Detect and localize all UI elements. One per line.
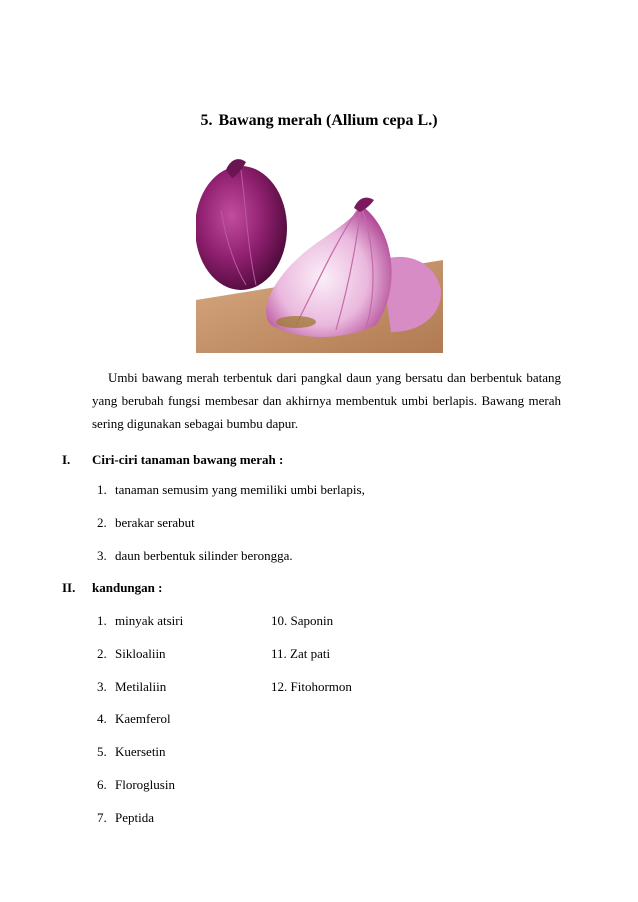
list-item: 11. Zat pati	[271, 646, 331, 661]
page-title	[0, 112, 638, 130]
list-item: 1. minyak atsiri	[97, 613, 184, 628]
list-item: 1. tanaman semusim yang memiliki umbi berlapis,	[97, 482, 365, 497]
list-item: 5. Kuersetin	[97, 744, 166, 759]
onion-photo	[196, 150, 443, 353]
list-item: 3. daun berbentuk silinder berongga.	[97, 548, 293, 563]
list-item: 10. Saponin	[271, 613, 334, 628]
list-item: 12. Fitohormon	[271, 679, 352, 694]
list-item: 2. berakar serabut	[97, 515, 195, 530]
intro-text: Umbi bawang merah terbentuk dari pangkal daun yang bersatu dan berbentuk batang yang berubah fungsi membesar dan akhirnya membentuk umbi berlapis. Bawang merah sering digunakan sebagai bumbu dapur.	[92, 370, 561, 431]
list-item: 3. Metilaliin	[97, 679, 167, 694]
section-kandungan-heading	[62, 580, 162, 596]
list-item: 2. Sikloaliin	[97, 646, 166, 661]
section-kandungan-roman: II.	[62, 580, 76, 595]
list-item: 6. Floroglusin	[97, 777, 175, 792]
list-item: 7. Peptida	[97, 810, 154, 825]
section-kandungan-title: kandungan :	[92, 580, 163, 595]
list-item: 4. Kaemferol	[97, 711, 171, 726]
intro-paragraph	[92, 366, 561, 435]
section-ciri-heading	[62, 452, 283, 468]
section-ciri-title: Ciri-ciri tanaman bawang merah :	[92, 452, 284, 467]
title-number: 5.	[200, 112, 213, 129]
section-ciri-roman: I.	[62, 452, 71, 467]
title-text: Bawang merah (Allium cepa L.)	[218, 112, 438, 129]
